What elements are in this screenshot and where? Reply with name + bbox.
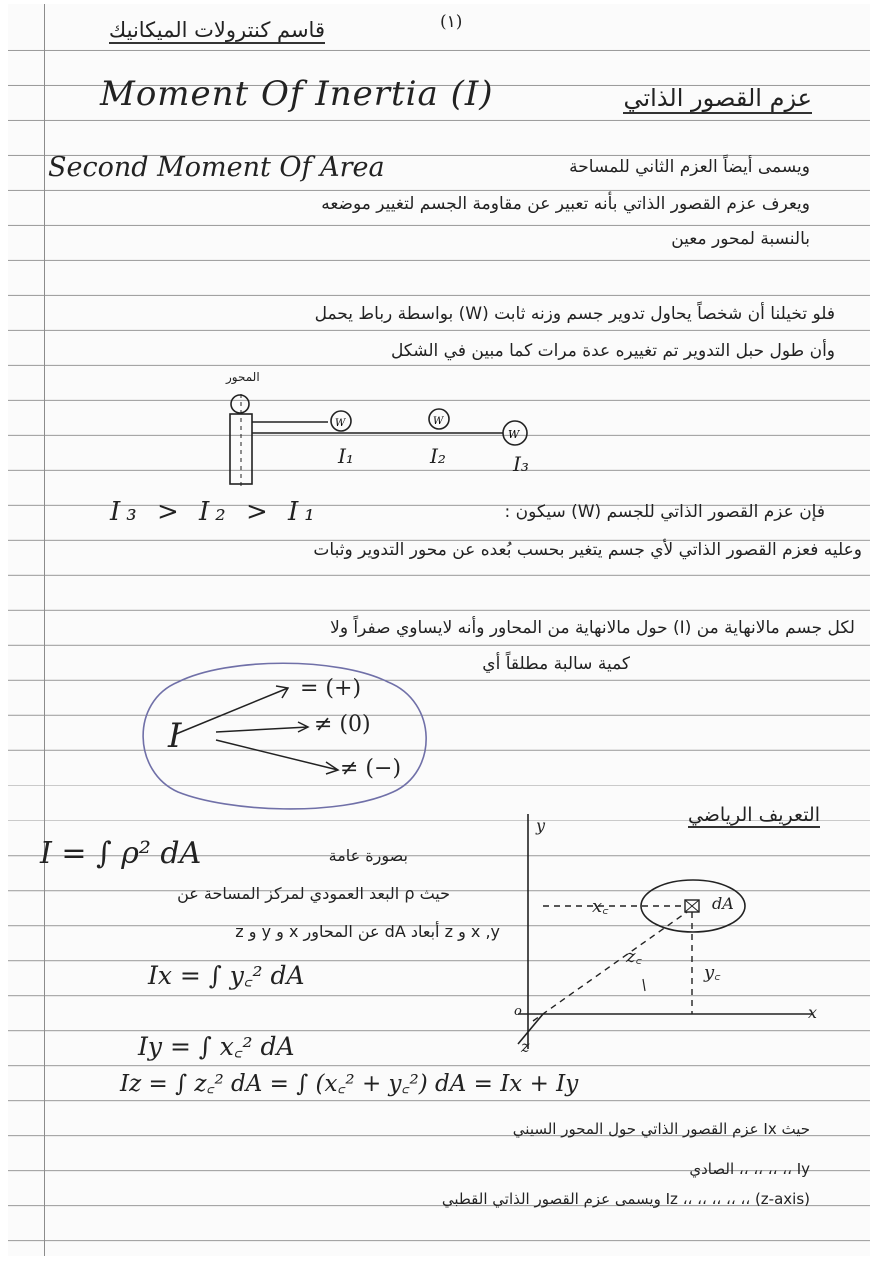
para3-line1: فإن عزم القصور الذاتي للجسم (W) سيكون : xyxy=(504,502,825,522)
margin-line xyxy=(44,4,45,1256)
para4-line2: كمية سالبة مطلقاً أي xyxy=(482,654,630,674)
label-xc: x꜀ xyxy=(592,896,609,917)
formula-iy: Iy = ∫ x꜀² dA xyxy=(138,1032,295,1061)
para1-line2: ويعرف عزم القصور الذاتي بأنه تعبير عن مقاومة الجسم لتغيير موضعه xyxy=(321,194,810,214)
cloud-case-positive: = (+) xyxy=(300,676,362,701)
axis-z: z xyxy=(521,1037,530,1056)
para3-line2: وعليه فعزم القصور الذاتي لأي جسم يتغير بحسب بُعده عن محور التدوير وثبات xyxy=(313,540,862,560)
weight-label-2: W xyxy=(433,416,444,427)
formula-ix: Ix = ∫ y꜀² dA xyxy=(148,961,305,990)
note-ix: حيث Ix عزم القصور الذاتي حول المحور السيني xyxy=(512,1120,810,1138)
def-line-2: x ,y و z أبعاد dA عن المحاور x و y و z xyxy=(235,922,500,941)
label-i3: I₃ xyxy=(513,452,529,476)
weight-label-3: W xyxy=(508,428,520,441)
def-line-1: حيث ρ البعد العمودي لمركز المساحة عن xyxy=(177,884,450,903)
second-moment-en: Second Moment Of Area xyxy=(48,152,385,183)
label-yc: y꜀ xyxy=(704,962,721,983)
coordinate-figure xyxy=(513,809,833,1059)
formula-iz: Iz = ∫ z꜀² dA = ∫ (x꜀² + y꜀²) dA = Ix + Iy xyxy=(120,1071,579,1097)
weight-label-1: W xyxy=(335,418,346,429)
label-zc: z꜀ xyxy=(626,946,642,967)
axis-x: x xyxy=(808,1003,818,1022)
page-number: (١) xyxy=(440,12,463,32)
cloud-symbol: I xyxy=(168,716,182,756)
title-en: Moment Of Inertia (I) xyxy=(100,74,494,114)
notebook-page xyxy=(8,4,870,1256)
para4-line1: لكل جسم مالانهاية من (I) حول مالانهاية من المحاور وأنه لايساوي صفراً ولا xyxy=(330,618,855,638)
para1-line1: ويسمى أيضاً العزم الثاني للمساحة xyxy=(569,157,810,177)
note-iz: Iz ،، ،، ،، ،، ،، (z-axis) ويسمى عزم القصور الذاتي القطبي xyxy=(441,1190,810,1208)
math-def-title: التعريف الرياضي xyxy=(687,804,820,826)
label-i1: I₁ xyxy=(338,444,354,468)
header-arabic: قاسم كنترولات الميكانيك xyxy=(108,18,325,42)
para1-line3: بالنسبة لمحور معين xyxy=(671,229,810,249)
cloud-case-zero: ≠ (0) xyxy=(314,712,371,737)
axis-label: المحور xyxy=(226,370,260,384)
label-i2: I₂ xyxy=(430,444,446,468)
para2-line1: فلو تخيلنا أن شخصاً يحاول تدوير جسم وزنه ثابت (W) بواسطة رباط يحمل xyxy=(314,304,835,324)
origin-label: o xyxy=(514,1004,522,1019)
label-da: dA xyxy=(712,894,734,913)
note-iy: Iy ،، ،، ،، ،، الصادي xyxy=(689,1160,810,1178)
title-ar: عزم القصور الذاتي xyxy=(623,84,812,112)
formula-main-note: بصورة عامة xyxy=(328,846,408,865)
inequality: I₃ > I₂ > I₁ xyxy=(110,497,321,527)
para2-line2: وأن طول حبل التدوير تم تغييره عدة مرات كما مبين في الشكل xyxy=(390,341,835,361)
cloud-outline xyxy=(138,662,438,812)
cloud-case-negative: ≠ (−) xyxy=(340,756,402,781)
rope-figure xyxy=(203,389,563,489)
axis-y: y xyxy=(536,816,546,835)
formula-main: I = ∫ ρ² dA xyxy=(40,836,202,871)
